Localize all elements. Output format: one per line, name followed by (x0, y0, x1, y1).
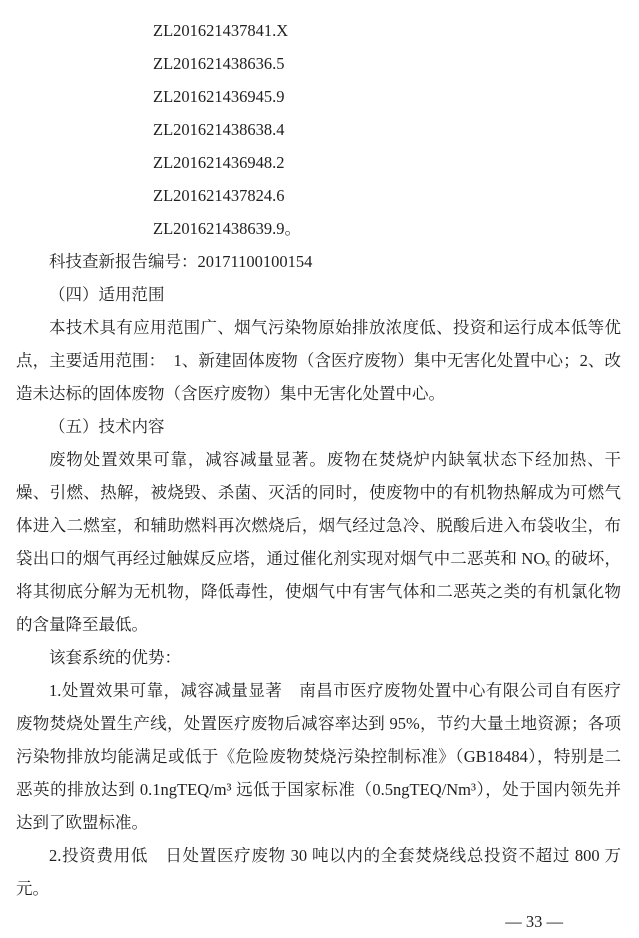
paragraph-advantage-2: 2.投资费用低 日处置医疗废物 30 吨以内的全套焚烧线总投资不超过 800 万元。 (16, 846, 621, 898)
patent-number-list (153, 14, 621, 245)
report-number-line: 科技查新报告编号：20171100100154 (49, 252, 313, 271)
section-heading-scope: （四）适用范围 (49, 285, 165, 304)
paragraph-advantage-1: 1.处置效果可靠，减容减量显著 南昌市医疗废物处置中心有限公司自有医疗废物焚烧处置生产线，处置医疗废物后减容率达到 95%，节约大量土地资源；各项污染物排放均能满足或低于《危险废物焚烧污染控制标准》（GB18484），特别是二恶英的排放达到 0.1ngTEQ/m³ 远低于国家标准（0.5ngTEQ/Nm³），处于国内领先并达到了欧盟标准。 (16, 681, 621, 832)
patent-number-line: ZL201621438636.5 (153, 54, 285, 73)
patent-number-line: ZL201621436945.9 (153, 87, 285, 106)
patent-number-line: ZL201621438639.9。 (153, 219, 302, 238)
patent-number-line: ZL201621437841.X (153, 21, 289, 40)
paragraph-scope: 本技术具有应用范围广、烟气污染物原始排放浓度低、投资和运行成本低等优点，主要适用范围： 1、新建固体废物（含医疗废物）集中无害化处置中心；2、改造未达标的固体废物（含医疗废物）集中无害化处置中心。 (16, 318, 621, 403)
page-number: — 33 — (505, 912, 563, 931)
patent-number-line: ZL201621436948.2 (153, 153, 285, 172)
patent-number-line: ZL201621438638.4 (153, 120, 285, 139)
section-heading-technical-content: （五）技术内容 (49, 417, 165, 436)
advantages-intro-line: 该套系统的优势： (49, 648, 181, 667)
patent-number-line: ZL201621437824.6 (153, 186, 285, 205)
paragraph-technical-content: 废物处置效果可靠，减容减量显著。废物在焚烧炉内缺氧状态下经加热、干燥、引燃、热解，被烧毁、杀菌、灭活的同时，使废物中的有机物热解成为可燃气体进入二燃室，和辅助燃料再次燃烧后，烟气经过急冷、脱酸后进入布袋收尘，布袋出口的烟气再经过触媒反应塔，通过催化剂实现对烟气中二恶英和 NOₓ 的破坏，将其彻底分解为无机物，降低毒性，使烟气中有害气体和二恶英之类的有机氯化物的含量降至最低。 (16, 450, 621, 634)
